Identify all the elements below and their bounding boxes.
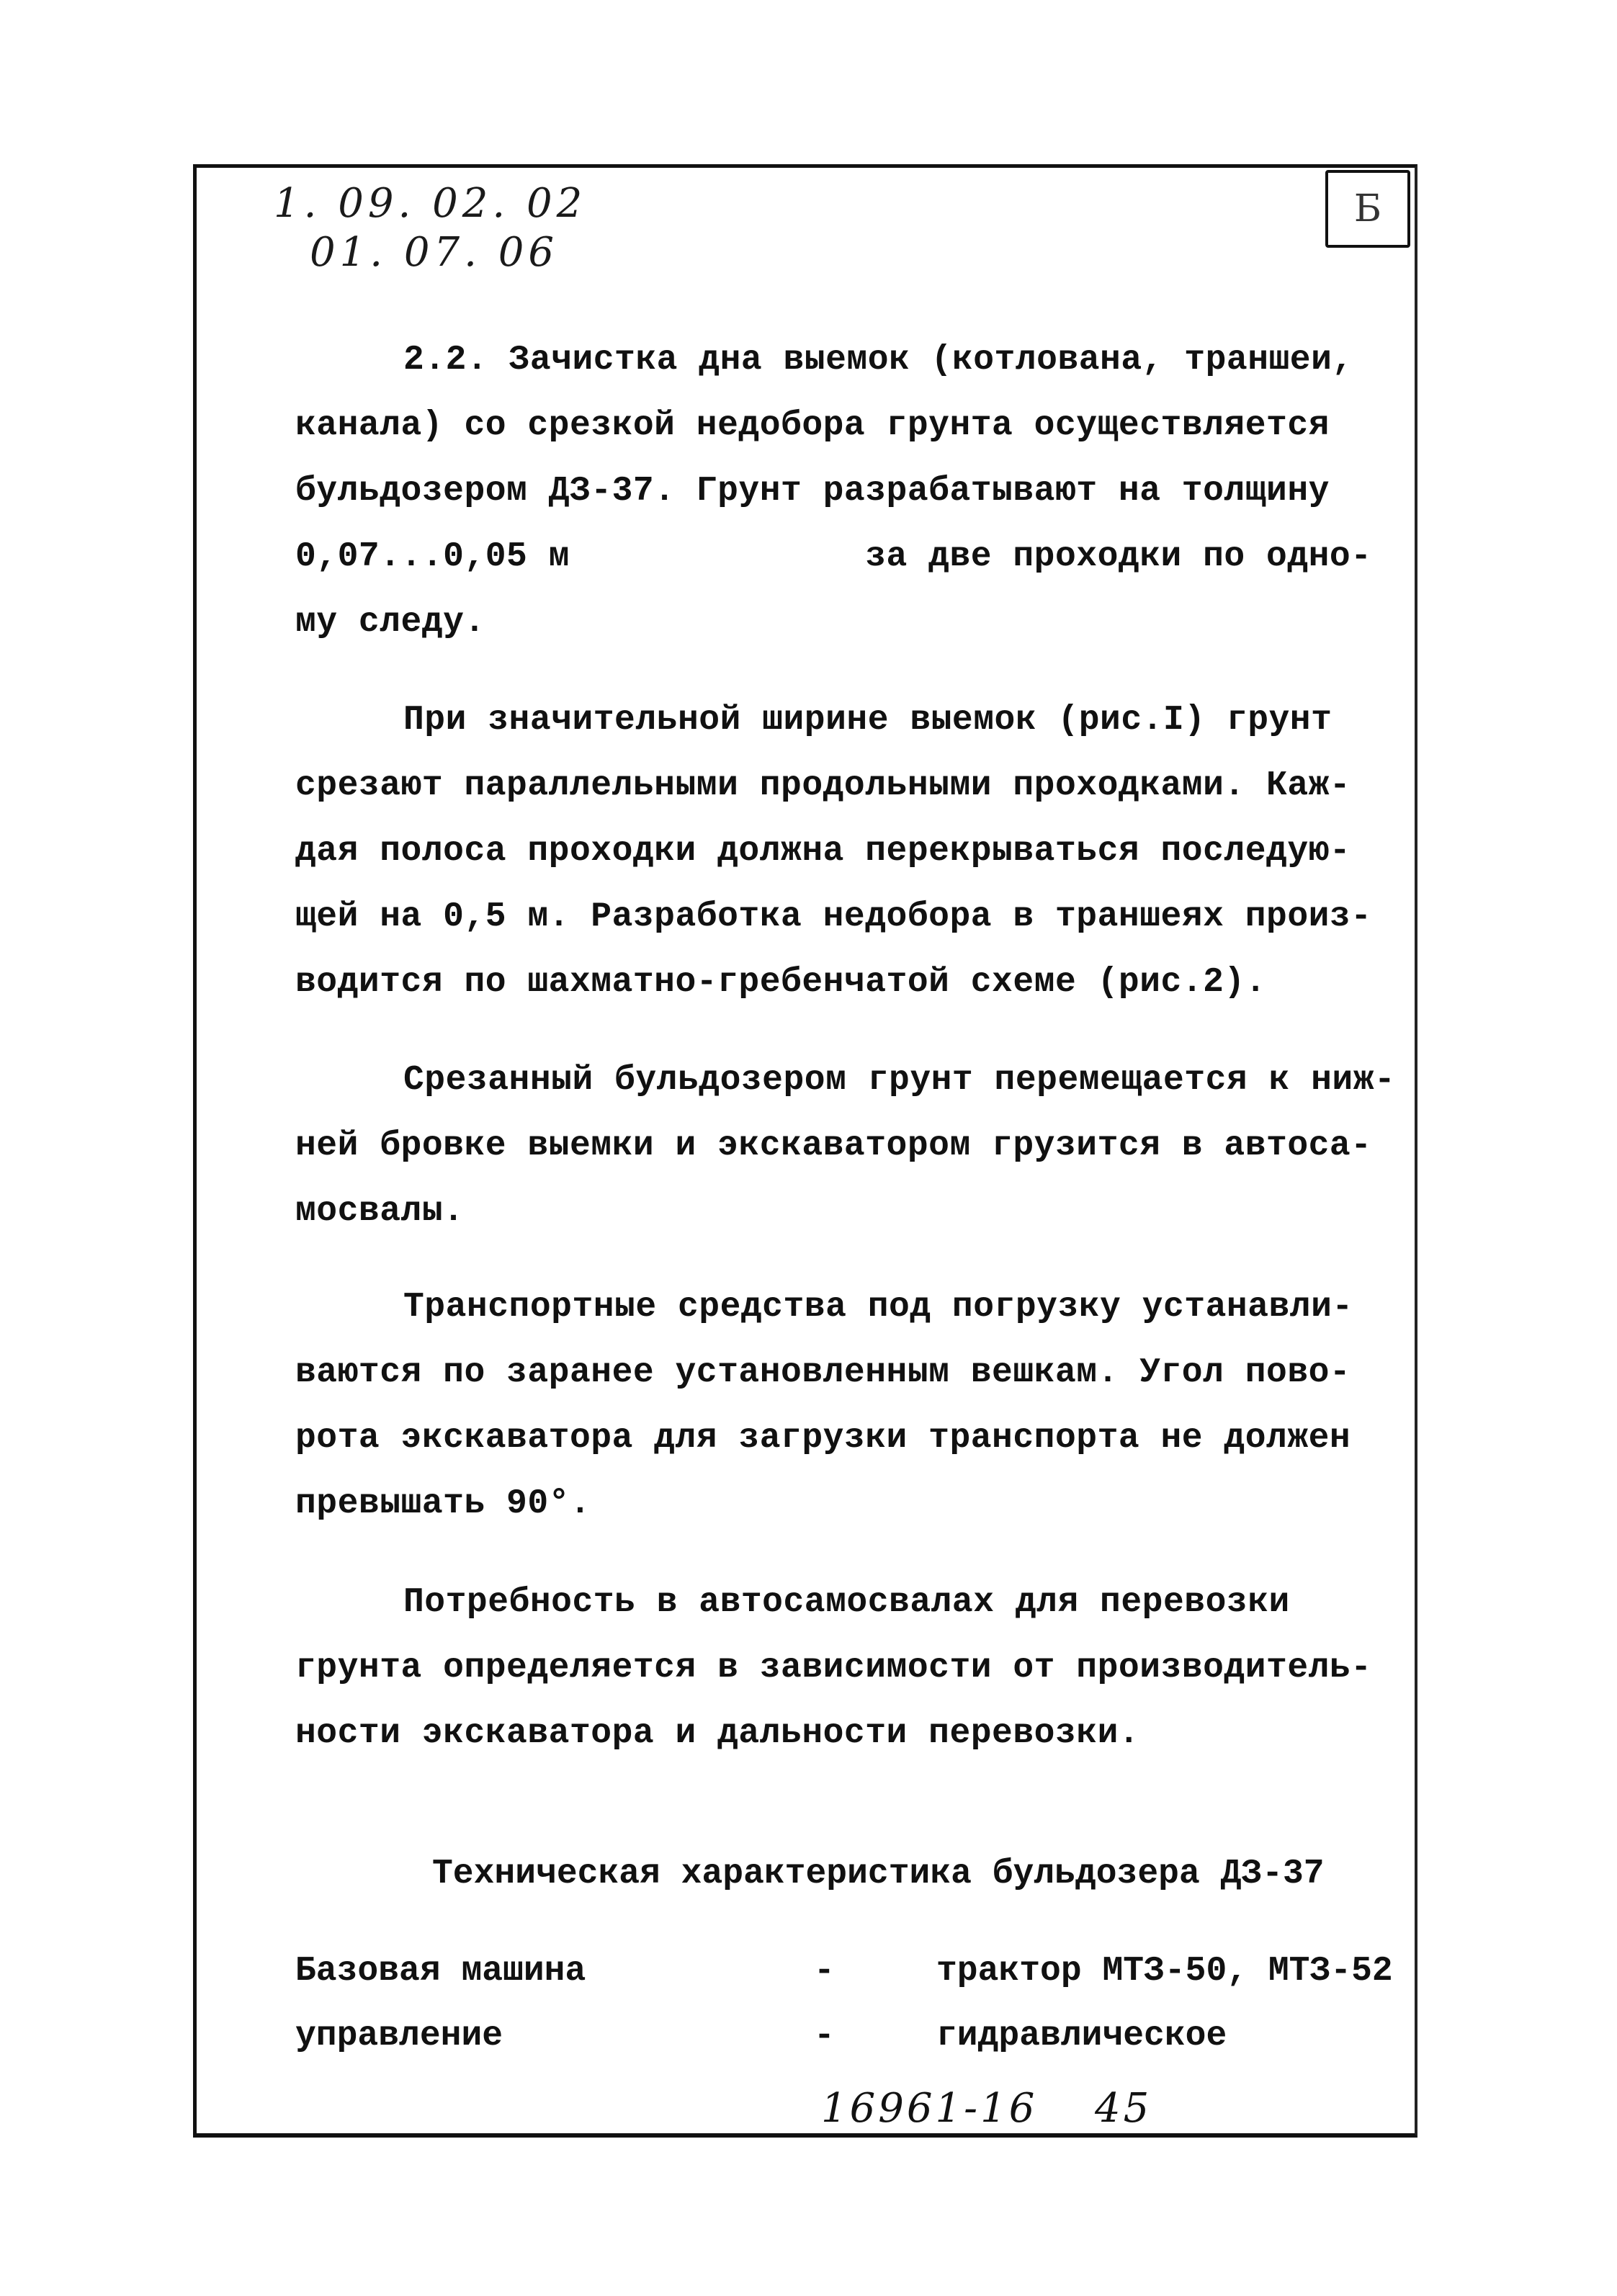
- text-line: превышать 90°.: [295, 1484, 591, 1523]
- text-line: срезают параллельными продольными проходками. Каж-: [295, 766, 1351, 805]
- paragraph-3: [295, 1048, 1396, 1245]
- text-line: 0,07...0,05 м за две проходки по одно-: [295, 537, 1372, 576]
- text-line: Срезанный бульдозером грунт перемещается к ниж-: [403, 1061, 1396, 1100]
- text-line: му следу.: [295, 603, 485, 642]
- paragraph-4: [295, 1275, 1369, 1537]
- spec-label: Базовая машина: [295, 1952, 586, 1991]
- spec-heading: Техническая характеристика бульдозера ДЗ-37: [432, 1855, 1325, 1893]
- sheet-box-label: Б: [1353, 187, 1382, 230]
- text-line: рота экскаватора для загрузки транспорта не должен: [295, 1419, 1351, 1458]
- page-number: 45: [1095, 2085, 1152, 2132]
- text-line: мосвалы.: [295, 1192, 465, 1231]
- spec-row: [295, 1952, 1397, 2017]
- text-line: грунта определяется в зависимости от производитель-: [295, 1649, 1372, 1687]
- text-line: дая полоса проходки должна перекрываться последую-: [295, 832, 1351, 871]
- spec-value: трактор МТЗ-50, МТЗ-52: [936, 1952, 1393, 1991]
- text-line: водится по шахматно-гребенчатой схеме (рис.2).: [295, 963, 1267, 1002]
- text-line: ности экскаватора и дальности перевозки.: [295, 1714, 1140, 1753]
- spec-dash: -: [814, 1952, 835, 1991]
- text-line: При значительной ширине выемок (рис.I) грунт: [403, 701, 1332, 740]
- paragraph-1: [295, 328, 1372, 655]
- doc-number: 16961-16: [821, 2085, 1038, 2132]
- paragraph-5: [295, 1570, 1372, 1767]
- spec-row: [295, 2017, 1397, 2081]
- spec-dash: -: [814, 2017, 835, 2055]
- text-line: канала) со срезкой недобора грунта осуществляется: [295, 406, 1330, 445]
- sheet-box: [1325, 170, 1410, 248]
- stamp-line-1: 1. 09. 02. 02: [274, 180, 587, 227]
- text-line: Потребность в автосамосвалах для перевозки: [403, 1583, 1290, 1622]
- text-line: Транспортные средства под погрузку устанавли-: [403, 1288, 1353, 1327]
- text-line: бульдозером ДЗ-37. Грунт разрабатывают на толщину: [295, 472, 1330, 511]
- text-line: щей на 0,5 м. Разработка недобора в траншеях произ-: [295, 897, 1372, 936]
- text-line: ваются по заранее установленным вешкам. Угол пово-: [295, 1353, 1351, 1392]
- text-line: ней бровке выемки и экскаватором грузится в автоса-: [295, 1126, 1372, 1165]
- stamp-line-2: 01. 07. 06: [310, 229, 558, 276]
- text-line: 2.2. Зачистка дна выемок (котлована, траншеи,: [403, 341, 1353, 380]
- spec-label: управление: [295, 2017, 503, 2055]
- spec-value: гидравлическое: [936, 2017, 1227, 2055]
- paragraph-2: [295, 688, 1372, 1015]
